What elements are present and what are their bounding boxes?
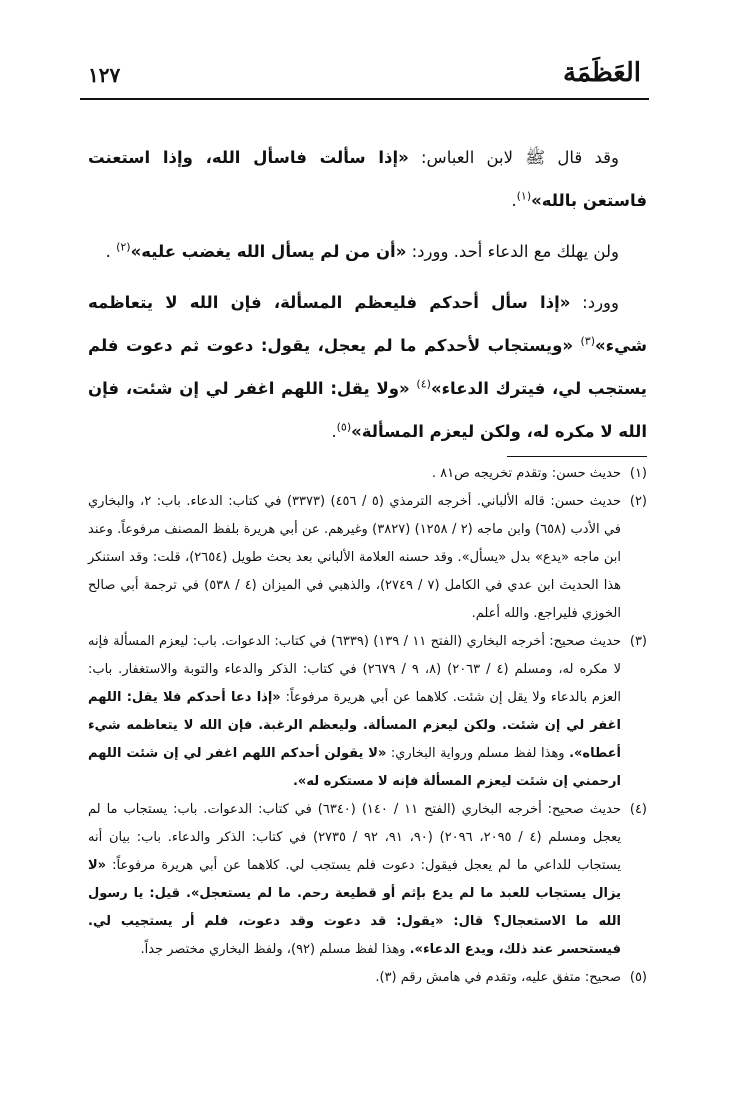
- footnote-text: صحيح: متفق عليه، وتقدم في هامش رقم (٣).: [375, 970, 621, 985]
- page-header: [88, 56, 641, 96]
- footnote-bold-text: «إذا دعا أحدكم فلا يقل: اللهم اغفر لي إن شئت. ولكن ليعزم المسألة. وليعظم الرغبة. فإن الله لا يتعاظمه شيء أعطاه».: [88, 690, 621, 761]
- p3-hadith-quote-c: «ولا يقل: اللهم اغفر لي إن شئت، فإن الله لا مكره له، ولكن ليعزم المسألة»: [88, 379, 647, 441]
- footnote-2: [88, 488, 647, 628]
- p1-intro: وقد قال ﷺ لابن العباس:: [408, 148, 619, 167]
- p1-hadith-quote: «إذا سألت فاسأل الله، وإذا استعنت فاستعن بالله»: [88, 148, 647, 210]
- running-title: العَظَمَة: [563, 58, 641, 88]
- footnote-bold-text-2: «لا يقولن أحدكم اللهم اغفر لي إن شئت اللهم ارحمني إن شئت ليعزم المسألة فإنه لا مستكره له».: [88, 746, 621, 789]
- p3-intro: وورد:: [570, 293, 619, 312]
- footnote-text-continued: وهذا لفظ مسلم ورواية البخاري:: [386, 746, 570, 761]
- p2-footnote-ref: (٢): [116, 240, 131, 254]
- paragraph-2: [88, 230, 647, 273]
- footnote-divider: [507, 456, 647, 457]
- p3-hadith-quote-b: «ويستجاب لأحدكم ما لم يعجل، يقول: دعوت ثم دعوت فلم يستجب لي، فيترك الدعاء»: [88, 336, 647, 398]
- p3-footnote-ref-a: (٣): [580, 334, 595, 348]
- footnote-1: [88, 460, 647, 488]
- p2-intro: ولن يهلك مع الدعاء أحد. وورد:: [406, 242, 619, 261]
- footnote-text: حديث صحيح: أخرجه البخاري (الفتح ١١ / ١٣٩) (٦٣٣٩) في كتاب: الدعوات. باب: ليعزم المسألة فإنه لا مكره له، ومسلم (٤ / ٢٠٦٣) (٨، ٩ / ٢٦٧٩) في كتاب: الذكر والدعاء والتوبة والاستغفار. باب: العزم بالدعاء ولا يقل إن شئت. كلاهما عن أبي هريرة مرفوعاً:: [88, 634, 621, 705]
- footnote-text-continued: وهذا لفظ مسلم (٩٢)، ولفظ البخاري مختصر جداً.: [140, 942, 410, 957]
- footnote-number: (٢): [629, 494, 647, 509]
- p3-footnote-ref-b: (٤): [416, 377, 431, 391]
- footnote-number: (٤): [629, 802, 647, 817]
- footnote-text: حديث حسن: وتقدم تخريجه ص٨١ .: [431, 466, 621, 481]
- p1-footnote-ref: (١): [516, 189, 532, 203]
- paragraph-3: [88, 281, 647, 453]
- footnote-5: [88, 964, 647, 992]
- paragraph-1: [88, 136, 647, 222]
- footnote-4: [88, 796, 647, 964]
- header-divider: [80, 98, 649, 100]
- footnotes: [88, 460, 647, 992]
- main-text: [88, 136, 647, 461]
- p3-end: .: [331, 422, 337, 441]
- footnote-number: (٥): [629, 970, 647, 985]
- footnote-number: (١): [629, 466, 647, 481]
- page-number: ١٢٧: [88, 63, 121, 87]
- footnote-3: [88, 628, 647, 796]
- p1-end: .: [511, 191, 517, 210]
- footnote-text: حديث صحيح: أخرجه البخاري (الفتح ١١ / ١٤٠) (٦٣٤٠) في كتاب: الدعوات. باب: يستجاب ما لم يعجل ومسلم (٤ / ٢٠٩٥، ٢٠٩٦) (٩٠، ٩١، ٩٢ / ٢٧٣٥) في كتاب: الذكر والدعاء. باب: بيان أنه يستجاب للداعي ما لم يعجل فيقول: دعوت فلم يستجب لي. كلاهما عن أبي هريرة مرفوعاً:: [88, 802, 622, 873]
- footnote-text: حديث حسن: قاله الألباني. أخرجه الترمذي (٥ / ٤٥٦) (٣٣٧٣) في كتاب: الدعاء. باب: ٢، والبخاري في الأدب (٦٥٨) وابن ماجه (٢ / ١٢٥٨) (٣٨٢٧) وغيرهم. عن أبي هريرة بلفظ المصنف مرفوعاً. وعند ابن ماجه «يدع» بدل «يسأل». وقد حسنه العلامة الألباني بعد بحث طويل (٢٦٥٤)، قلت: وقد استنكر هذا الحديث ابن عدي في الكامل (٧ / ٢٧٤٩)، والذهبي في الميزان (٤ / ٥٣٨) في ترجمة أبي صالح الخوزي فليراجع. والله أعلم.: [88, 494, 621, 621]
- footnote-bold-text: «لا يزال يستجاب للعبد ما لم يدع بإثم أو قطيعة رحم. ما لم يستعجل». قيل: يا رسول الله ما الاستعجال؟ قال: «يقول: قد دعوت وقد دعوت، فلم أر يستجيب لي. فيستحسر عند ذلك، ويدع الدعاء».: [88, 858, 621, 957]
- p3-hadith-quote-a: «إذا سأل أحدكم فليعظم المسألة، فإن الله لا يتعاظمه شيء»: [88, 293, 647, 355]
- p2-hadith-quote: «أن من لم يسأل الله يغضب عليه»: [130, 242, 407, 261]
- p2-end: .: [105, 242, 117, 261]
- footnote-number: (٣): [629, 634, 647, 649]
- p3-footnote-ref-c: (٥): [336, 420, 352, 434]
